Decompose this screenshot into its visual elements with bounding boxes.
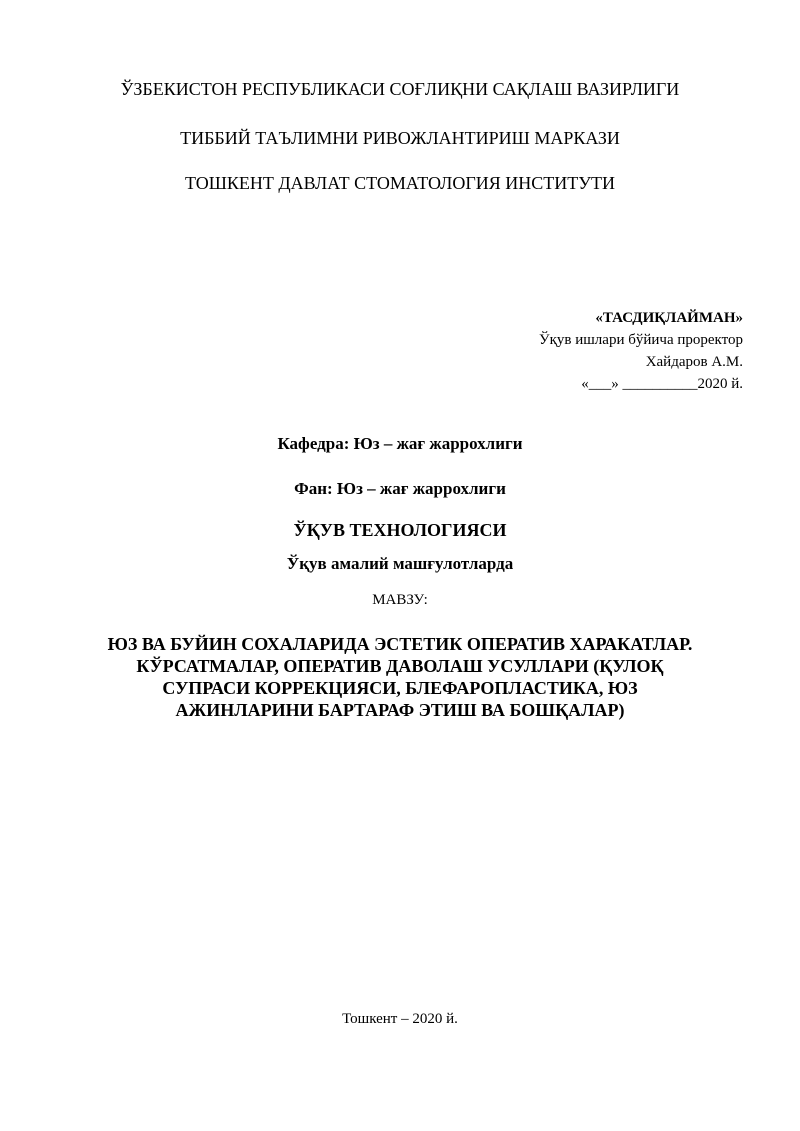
ministry-heading: ЎЗБЕКИСТОН РЕСПУБЛИКАСИ СОҒЛИҚНИ САҚЛАШ ВАЗИРЛИГИ [120, 79, 680, 99]
department-line: Кафедра: Юз – жағ жаррохлиги [277, 434, 523, 453]
approval-date: «___» __________2020 й. [581, 376, 743, 392]
subject-line: Фан: Юз – жағ жаррохлиги [294, 479, 506, 498]
topic-line-2: КЎРСАТМАЛАР, ОПЕРАТИВ ДАВОЛАШ УСУЛЛАРИ (ҚУЛОҚ [136, 656, 664, 676]
topic-line-3: СУПРАСИ КОРРЕКЦИЯСИ, БЛЕФАРОПЛАСТИКА, ЮЗ [162, 678, 638, 698]
approval-title: «ТАСДИҚЛАЙМАН» [595, 310, 743, 326]
topic-title [100, 633, 700, 721]
topic-line-4: АЖИНЛАРИНИ БАРТАРАФ ЭТИШ ВА БОШҚАЛАР) [175, 700, 625, 720]
approval-name: Хайдаров А.М. [645, 354, 743, 370]
topic-label: МАВЗУ: [372, 592, 428, 608]
document-subtype: Ўқув амалий машғулотларда [286, 554, 514, 573]
institute-heading: ТОШКЕНТ ДАВЛАТ СТОМАТОЛОГИЯ ИНСТИТУТИ [184, 173, 616, 193]
topic-line-1: ЮЗ ВА БУЙИН СОХАЛАРИДА ЭСТЕТИК ОПЕРАТИВ ХАРАКАТЛАР. [107, 634, 693, 654]
approval-block [539, 307, 743, 395]
document-type-title: ЎҚУВ ТЕХНОЛОГИЯСИ [293, 520, 507, 540]
footer-city-year: Тошкент – 2020 й. [342, 1011, 458, 1027]
approval-position: Ўқув ишлари бўйича проректор [538, 332, 743, 348]
center-heading: ТИББИЙ ТАЪЛИМНИ РИВОЖЛАНТИРИШ МАРКАЗИ [180, 128, 620, 148]
